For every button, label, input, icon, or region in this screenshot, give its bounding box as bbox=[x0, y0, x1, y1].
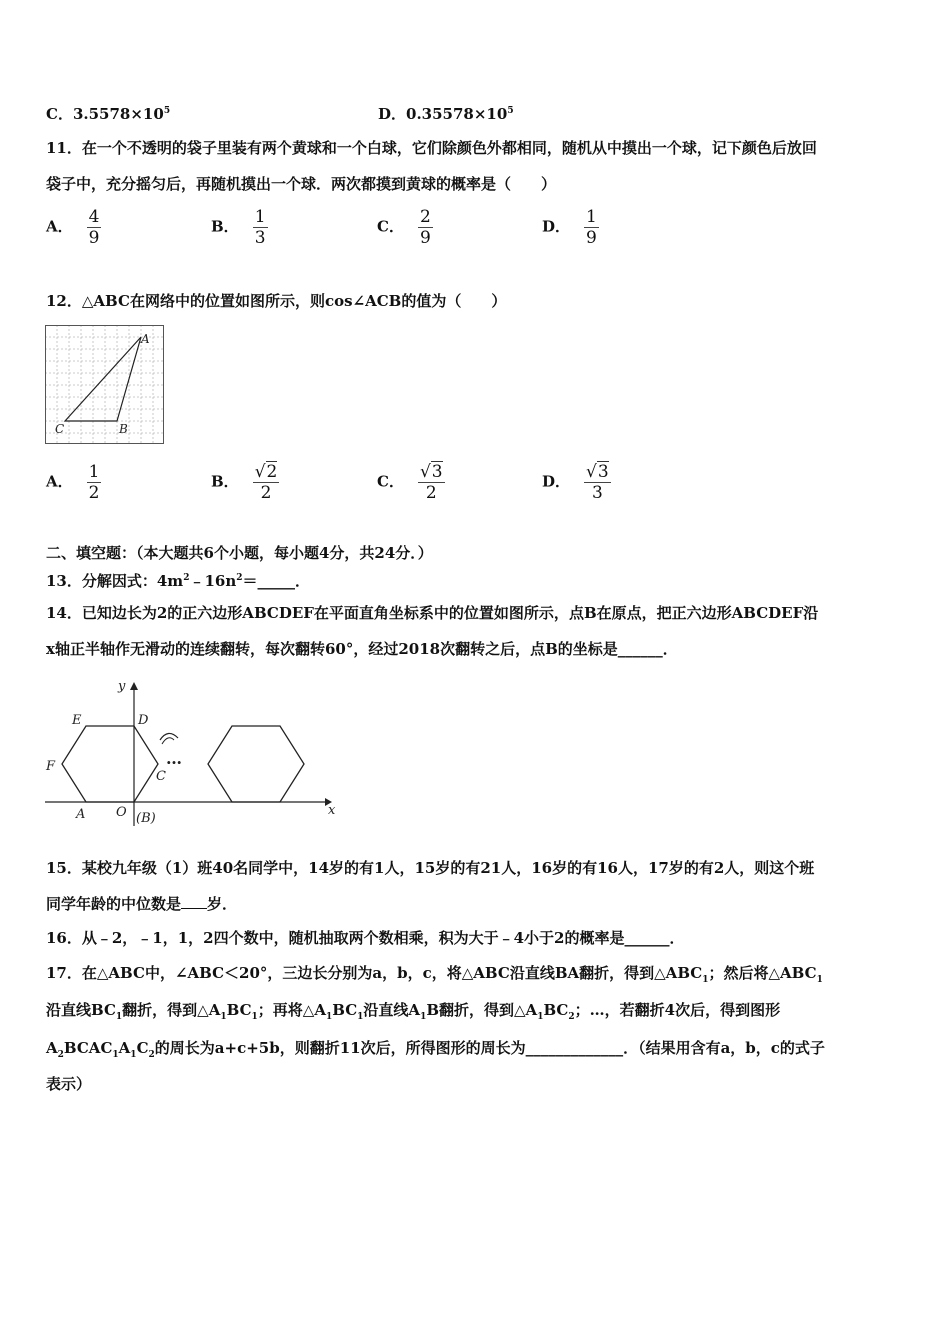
numerator bbox=[253, 462, 280, 482]
fraction bbox=[418, 207, 433, 248]
numerator bbox=[584, 462, 611, 482]
q13-prefix: 13．分解因式：4m bbox=[46, 572, 184, 590]
q15-line2-post: 岁． bbox=[207, 895, 238, 913]
q10-option-d bbox=[378, 103, 514, 124]
denominator: 2 bbox=[253, 482, 280, 503]
q13-suffix: ＝_____． bbox=[242, 572, 311, 590]
denominator: 9 bbox=[419, 228, 431, 248]
q17-text: BC bbox=[543, 1001, 569, 1019]
radicand: 2 bbox=[266, 462, 278, 482]
option-label: D． bbox=[542, 217, 571, 236]
option-text: 3.5578×10 bbox=[72, 105, 164, 123]
q12-stem: 12．△ABC在网络中的位置如图所示，则cos∠ACB的值为（ ） bbox=[46, 292, 507, 310]
q17-text: 沿直线A bbox=[363, 1001, 421, 1019]
q17-text: 17．在△ABC中，∠ABC＜20°，三边长分别为a，b，c，将△ABC沿直线BA翻折，得到△ABC bbox=[46, 964, 703, 982]
q12-option-d bbox=[542, 462, 611, 503]
label-f: F bbox=[46, 759, 56, 774]
q17-text: BC bbox=[332, 1001, 358, 1019]
label-c: C bbox=[156, 769, 166, 784]
subscript: 2 bbox=[568, 1012, 575, 1022]
radicand: 3 bbox=[431, 462, 443, 482]
numerator: 1 bbox=[254, 207, 266, 227]
q12-option-a bbox=[46, 462, 101, 503]
numerator: 1 bbox=[586, 207, 597, 227]
q15-stem-line2 bbox=[46, 894, 237, 914]
fraction bbox=[584, 462, 611, 503]
q17-stem-line3 bbox=[46, 1038, 825, 1065]
q14-stem-line1: 14．已知边长为2的正六边形ABCDEF在平面直角坐标系中的位置如图所示，点B在原点，把正六边形ABCDEF沿 bbox=[46, 604, 819, 622]
option-label: B． bbox=[211, 217, 239, 236]
fraction bbox=[253, 462, 280, 503]
fraction bbox=[87, 207, 102, 248]
subscript: 1 bbox=[816, 975, 823, 985]
section-2-heading: 二、填空题：（本大题共6个小题，每小题4分，共24分．） bbox=[46, 544, 433, 562]
subscript: 1 bbox=[357, 1012, 364, 1022]
q17-text: ；然后将△ABC bbox=[708, 964, 817, 982]
fraction bbox=[584, 207, 599, 248]
subscript: 1 bbox=[251, 1012, 258, 1022]
subscript: 1 bbox=[420, 1012, 427, 1022]
q15-line2-pre: 同学年龄的中位数是 bbox=[46, 895, 182, 913]
q10-option-c bbox=[46, 103, 170, 124]
denominator: 3 bbox=[254, 228, 266, 248]
q17-text: 翻折，得到△A bbox=[122, 1001, 221, 1019]
denominator: 9 bbox=[586, 228, 597, 248]
q17-text: A bbox=[118, 1039, 131, 1057]
q17-stem-line1 bbox=[46, 963, 823, 990]
ellipsis-dots: … bbox=[166, 749, 182, 768]
option-label: D． bbox=[378, 105, 407, 123]
label-d: D bbox=[138, 713, 149, 728]
q11-option-a bbox=[46, 207, 101, 248]
q16-stem: 16．从﹣2，﹣1，1，2四个数中，随机抽取两个数相乘，积为大于﹣4小于2的概率是______． bbox=[46, 929, 685, 947]
answer-blank bbox=[181, 894, 207, 909]
q17-stem-line2 bbox=[46, 1000, 780, 1027]
option-label: B． bbox=[211, 472, 239, 491]
numerator: 1 bbox=[88, 462, 100, 482]
exponent: 5 bbox=[163, 106, 171, 116]
q13-stem bbox=[46, 568, 310, 591]
subscript: 1 bbox=[220, 1012, 227, 1022]
label-c: C bbox=[55, 422, 65, 436]
q11-option-d bbox=[542, 207, 599, 248]
subscript: 1 bbox=[702, 975, 709, 985]
q13-mid: ﹣16n bbox=[189, 572, 237, 590]
q14-hexagon-figure bbox=[40, 676, 340, 836]
rotation-arrow-icon bbox=[160, 733, 178, 740]
exponent: 2 bbox=[183, 573, 190, 583]
q11-option-b bbox=[211, 207, 268, 248]
subscript: 1 bbox=[112, 1050, 119, 1060]
q17-text: BCAC bbox=[63, 1039, 113, 1057]
label-x: x bbox=[328, 803, 336, 818]
q14-stem-line2: x轴正半轴作无滑动的连续翻转，每次翻转60°，经过2018次翻转之后，点B的坐标是______． bbox=[46, 640, 678, 658]
exponent: 2 bbox=[236, 573, 243, 583]
subscript: 1 bbox=[537, 1012, 544, 1022]
label-o: O bbox=[116, 805, 127, 820]
option-label: A． bbox=[46, 217, 73, 236]
radical-sign: √ bbox=[586, 462, 597, 482]
denominator: 9 bbox=[88, 228, 100, 248]
numerator: 4 bbox=[88, 207, 100, 227]
subscript: 2 bbox=[57, 1050, 64, 1060]
label-y: y bbox=[118, 679, 126, 694]
label-a: A bbox=[141, 332, 150, 346]
denominator: 3 bbox=[584, 482, 611, 503]
hexagon-translated bbox=[208, 726, 304, 802]
q12-option-c bbox=[377, 462, 445, 503]
q17-text: 的周长为a+c+5b，则翻折11次后，所得图形的周长为_____________．（结果用含有a，b，c的式子 bbox=[154, 1039, 825, 1057]
q17-text: ；再将△A bbox=[257, 1001, 326, 1019]
subscript: 1 bbox=[115, 1012, 123, 1022]
option-label: C． bbox=[377, 217, 404, 236]
radicand: 3 bbox=[597, 462, 609, 482]
triangle-abc bbox=[65, 337, 141, 421]
subscript: 1 bbox=[325, 1012, 333, 1022]
q17-text: A bbox=[46, 1039, 58, 1057]
q12-grid-figure bbox=[45, 325, 165, 445]
subscript: 1 bbox=[130, 1050, 137, 1060]
option-label: A． bbox=[46, 472, 73, 491]
hexagon-abcdef bbox=[62, 726, 158, 802]
fraction bbox=[253, 207, 268, 248]
numerator bbox=[418, 462, 445, 482]
option-text: 0.35578×10 bbox=[406, 105, 508, 123]
exponent: 5 bbox=[507, 106, 514, 116]
fraction bbox=[87, 462, 102, 503]
radical-sign: √ bbox=[254, 462, 266, 482]
subscript: 2 bbox=[148, 1050, 155, 1060]
option-label: C． bbox=[377, 472, 404, 491]
q17-text: BC bbox=[226, 1001, 252, 1019]
q15-stem-line1: 15．某校九年级（1）班40名同学中，14岁的有1人，15岁的有21人，16岁的有16人，17岁的有2人，则这个班 bbox=[46, 859, 815, 877]
denominator: 2 bbox=[418, 482, 445, 503]
q17-text: ；…，若翻折4次后，得到图形 bbox=[574, 1001, 781, 1019]
q17-stem-line4: 表示） bbox=[46, 1075, 92, 1093]
label-a: A bbox=[76, 807, 86, 822]
option-label: D． bbox=[542, 472, 571, 491]
q11-stem-line2: 袋子中，充分摇匀后，再随机摸出一个球．两次都摸到黄球的概率是（ ） bbox=[46, 175, 557, 193]
denominator: 2 bbox=[88, 483, 100, 503]
label-b: B bbox=[119, 422, 128, 436]
label-e: E bbox=[72, 713, 82, 728]
q12-option-b bbox=[211, 462, 279, 503]
q11-stem-line1: 11．在一个不透明的袋子里装有两个黄球和一个白球，它们除颜色外都相同，随机从中摸出一个球，记下颜色后放回 bbox=[46, 139, 817, 157]
q17-text: 沿直线BC bbox=[46, 1001, 116, 1019]
numerator: 2 bbox=[419, 207, 431, 227]
fraction bbox=[418, 462, 445, 503]
radical-sign: √ bbox=[419, 462, 431, 482]
q17-text: C bbox=[136, 1039, 149, 1057]
q11-option-c bbox=[377, 207, 433, 248]
label-b: (B) bbox=[136, 811, 156, 826]
q17-text: B翻折，得到△A bbox=[426, 1001, 538, 1019]
option-label: C． bbox=[46, 105, 73, 123]
